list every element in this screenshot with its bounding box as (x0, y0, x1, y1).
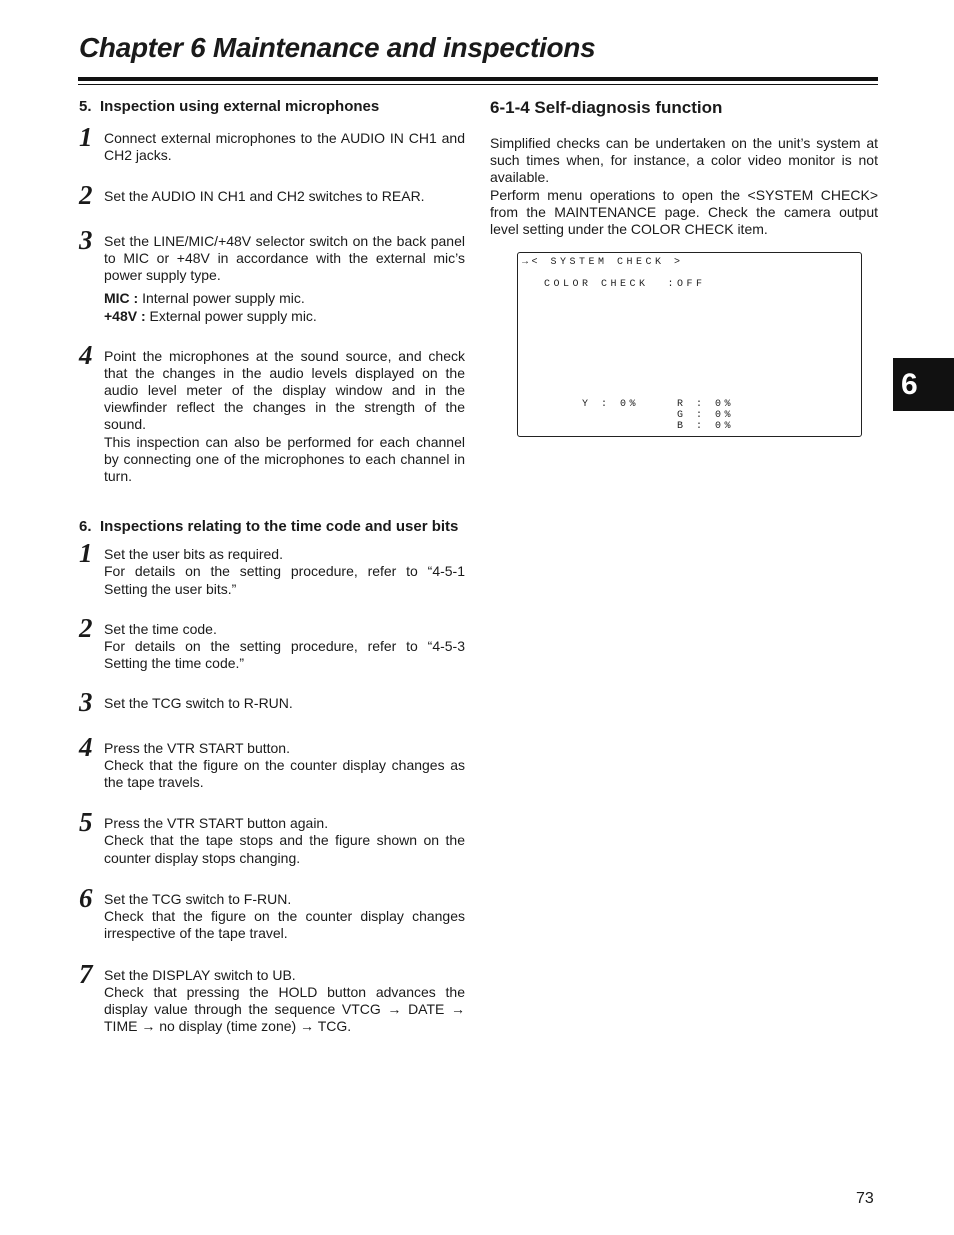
s6-step-5 (79, 807, 465, 867)
definition-mic (104, 290, 465, 307)
step-number: 1 (79, 122, 93, 152)
s6-step-2 (79, 612, 465, 673)
section-5-number: 5. (79, 98, 92, 115)
instruction-paragraph: Perform menu operations to open the <SYSTEM CHECK> from the MAINTENANCE page. Check the camera output level setting under the COLOR CHECK item. (490, 186, 878, 238)
s6-step-3 (79, 687, 465, 718)
chapter-tab: 6 (893, 358, 954, 411)
step-text: Press the VTR START button again. (104, 815, 329, 832)
s5-step-4 (79, 339, 465, 486)
step-text: Set the user bits as required. (104, 546, 283, 563)
s5-step-2 (79, 180, 465, 211)
system-check-screen (517, 252, 862, 437)
s6-step-1 (79, 538, 465, 598)
step-number: 4 (79, 731, 93, 762)
step-text: Point the microphones at the sound source, and check that the changes in the audio levels displayed on the audio level meter of the display window and in the viewfinder reflect the changes in the strength of the sound. (104, 347, 465, 433)
s5-step-1 (79, 122, 465, 164)
screen-title: →< SYSTEM CHECK > (522, 257, 684, 268)
r-level-readout: R : 0% (677, 399, 735, 410)
left-column (79, 97, 465, 1035)
section-5-heading (79, 97, 465, 116)
step-number: 2 (79, 612, 93, 643)
step-text: For details on the setting procedure, refer to “4-5-1 Setting the user bits.” (104, 563, 465, 597)
s6-step-6 (79, 882, 465, 943)
step-text: Set the DISPLAY switch to UB. (104, 966, 296, 983)
right-column (490, 97, 878, 238)
step-text: For details on the setting procedure, refer to “4-5-3 Setting the time code.” (104, 638, 465, 672)
s5-step-3 (79, 224, 465, 326)
definition-desc: Internal power supply mic. (138, 290, 305, 307)
definition-desc: External power supply mic. (145, 308, 317, 325)
step-text: Set the time code. (104, 620, 217, 637)
step-number: 3 (79, 224, 93, 255)
step-number: 6 (79, 882, 93, 913)
step-text: Connect external microphones to the AUDIO IN CH1 and CH2 jacks. (104, 130, 465, 164)
step-number: 3 (79, 687, 93, 718)
section-6-number: 6. (79, 518, 92, 536)
step-text: Set the LINE/MIC/+48V selector switch on the back panel to MIC or +48V in accordance with the external mic’s power supply type. (104, 232, 465, 284)
step-number: 2 (79, 180, 93, 211)
step-text: Press the VTR START button. (104, 739, 290, 756)
definition-48v (104, 308, 465, 325)
s6-step-4 (79, 731, 465, 792)
definition-term: +48V : (104, 308, 146, 325)
color-check-setting: COLOR CHECK :OFF (544, 279, 706, 290)
section-6-title: Inspections relating to the time code and user bits (100, 518, 459, 536)
header-rule-thin (78, 84, 878, 85)
y-level-readout: Y : 0% (582, 399, 640, 410)
s6-step-7 (79, 958, 465, 1036)
step-text: Check that the figure on the counter display changes irrespective of the tape travel. (104, 908, 465, 942)
step-text: This inspection can also be performed for each channel by connecting one of the microphones to each channel in turn. (104, 433, 465, 485)
page-number: 73 (856, 1190, 874, 1207)
g-level-readout: G : 0% (677, 410, 735, 421)
step-text: Set the TCG switch to F-RUN. (104, 890, 292, 907)
b-level-readout: B : 0% (677, 421, 735, 432)
step-number: 7 (79, 958, 93, 989)
definition-term: MIC : (104, 290, 139, 307)
step-number: 1 (79, 538, 93, 569)
step-text: Set the AUDIO IN CH1 and CH2 switches to REAR. (104, 188, 425, 205)
chapter-title: Chapter 6 Maintenance and inspections (79, 32, 596, 63)
header-rule-thick (78, 77, 878, 81)
step-text: Check that pressing the HOLD button advances the display value through the sequence VTCG → DATE → TIME → no display (time zone) → TCG. (104, 983, 465, 1035)
section-heading-self-diagnosis: 6-1-4 Self-diagnosis function (490, 98, 723, 117)
step-number: 4 (79, 339, 93, 370)
step-text: Check that the figure on the counter display changes as the tape travels. (104, 756, 465, 791)
section-5-title: Inspection using external microphones (100, 98, 380, 115)
section-6-heading (79, 517, 465, 536)
intro-paragraph: Simplified checks can be undertaken on the unit’s system at such times when, for instance, a color video monitor is not available. (490, 135, 878, 186)
step-text: Set the TCG switch to R-RUN. (104, 695, 293, 712)
step-text: Check that the tape stops and the figure shown on the counter display stops changing. (104, 832, 465, 866)
step-number: 5 (79, 807, 93, 838)
